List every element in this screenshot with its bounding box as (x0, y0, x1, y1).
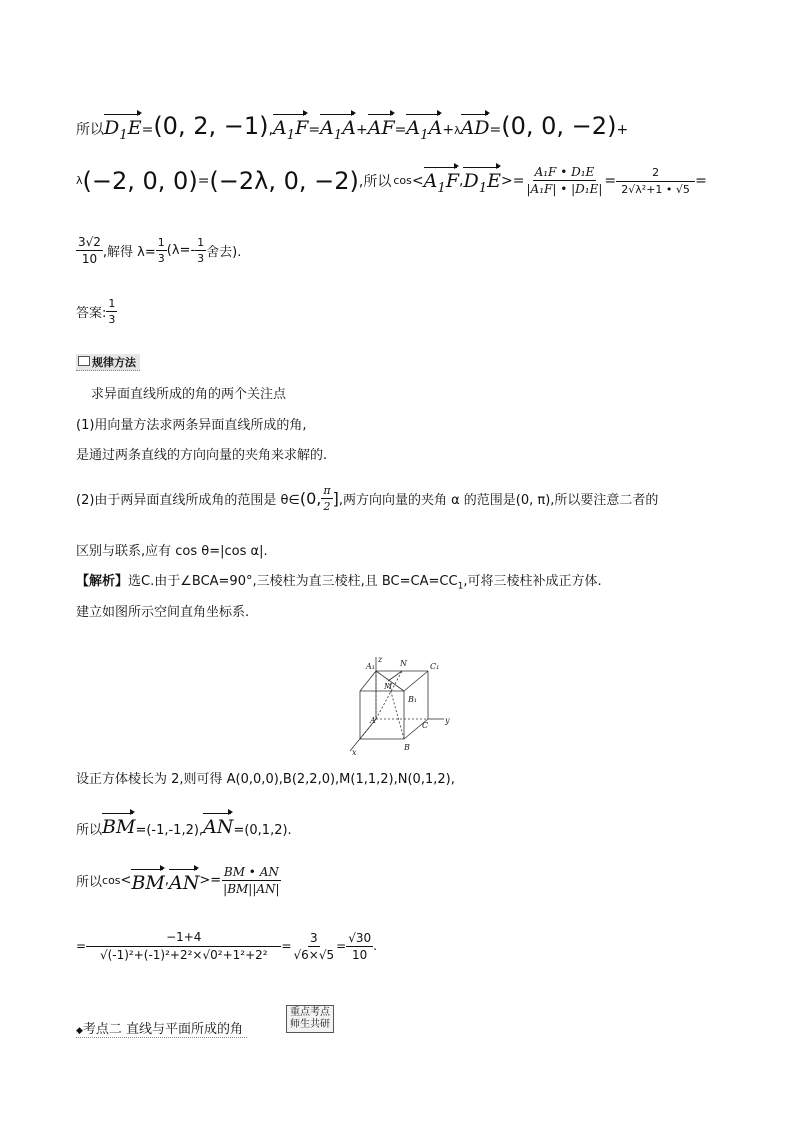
final-fraction-2: $\frac{3}{√6\times√5}$ (293, 930, 335, 962)
fig-label-m: M (384, 682, 393, 691)
fig-label-y: y (445, 716, 450, 725)
formula-line-1: 所以$D_1E=(0$, 2, $-1),A_1F=A_1A+AF=A_1A+\lambda AD=(0$, 0, −2)+ (76, 112, 629, 143)
fig-label-a1: A₁ (366, 662, 375, 671)
formula-line-2: λ (−2, 0, 0) = (−2λ, 0, −2) ,所以 cos < $A_1F$ , $D_1E$ >= $\frac{\text{A₁F • D₁E}}{\text{|A₁F| • |D₁E|}}$ = $\frac{2}{\text{2√λ²+1 • √5}}$ = (76, 165, 707, 196)
section-tag: 重点考点 师生共研 (286, 1005, 334, 1033)
vector-a1f-cos: $A_1F$ (424, 166, 459, 196)
cos-fraction-1: $\frac{\text{A₁F • D₁E}}{\text{|A₁F| • |D₁E|}}$ (526, 165, 603, 196)
answer-fraction: $\frac{1}{3}$ (108, 297, 116, 326)
lambda-rejected: $\frac{1}{3}$ (197, 236, 205, 265)
formula-line-3: $\frac{3√2}{10}$ ,解得 λ= $\frac{1}{3}$ (λ=- $\frac{1}{3}$ 舍去). (78, 235, 242, 266)
method-title: 求异面直线所成的角的两个关注点 (91, 387, 287, 402)
vector-a1a-2: $A_1A$ (406, 113, 442, 143)
cos-fraction-2: $\frac{2}{\text{2√λ²+1 • √5}}$ (616, 166, 695, 196)
book-icon (78, 356, 90, 366)
cos-fraction-bm-an: $\frac{BM • AN}{|BM||AN|}$ (223, 865, 280, 896)
solution-line-5: 所以 cos < BM , AN >= $\frac{BM • AN}{|BM||AN|}$ (76, 865, 280, 896)
vector-bm: BM (102, 812, 135, 838)
final-fraction-1: $\frac{-1+4}{\text{√(-1)²+(-1)²+2²×√0²+1²+2²}}$ (86, 930, 281, 962)
final-fraction-3: $\frac{√30}{10}$ (348, 930, 372, 962)
pi-over-2: $\frac{\pi}{2}$ (323, 484, 331, 513)
fig-label-n: N (400, 659, 407, 668)
vector-d1e: $D_1E$ (104, 113, 142, 143)
fig-label-z: z (378, 655, 383, 664)
solution-line-1: 【解析】选C.由于∠BCA=90°,三棱柱为直三棱柱,且 $BC=CA=CC_1$,可将三棱柱补成正方体. (76, 574, 602, 592)
vector-af: AF (368, 113, 395, 139)
vector-ad: AD (461, 113, 490, 139)
vector-an: AN (203, 812, 233, 838)
fig-label-b1: B₁ (408, 695, 418, 704)
result-fraction: $\frac{3√2}{10}$ (78, 235, 101, 266)
vector-an-cos: AN (169, 868, 199, 894)
method-point-1b: 是通过两条直线的方向向量的夹角来求解的. (76, 448, 328, 463)
fig-label-a: A (370, 716, 376, 725)
solution-line-2: 建立如图所示空间直角坐标系. (76, 605, 250, 620)
fig-label-b: B (404, 743, 410, 752)
method-badge: 规律方法 (76, 354, 140, 371)
cube-figure (346, 655, 452, 757)
method-point-2c: 区别与联系,应有 cos θ=|cos α|. (76, 544, 268, 559)
answer-line: 答案: $\frac{1}{3}$ (76, 297, 116, 326)
method-point-2a: (2)由于两异面直线所成角的范围是 θ∈ (0, $\frac{\pi}{2}$ ] ,两方向向量的夹角 α 的范围是(0, π),所以要注意二者的 (76, 484, 659, 513)
lambda-value: $\frac{1}{3}$ (157, 236, 165, 265)
section-heading: ◆考点二 直线与平面所成的角 (76, 1018, 247, 1038)
fig-label-c: C (422, 721, 429, 730)
vector-bm-cos: BM (131, 868, 164, 894)
vector-d1e-cos: $D_1E$ (463, 166, 501, 196)
vector-a1f: $A_1F$ (273, 113, 308, 143)
solution-line-6: = $\frac{-1+4}{\text{√(-1)²+(-1)²+2²×√0²+1²+2²}}$ = $\frac{3}{√6\times√5}$ = $\frac{√30}{10}$ . (76, 930, 377, 962)
method-point-1a: (1)用向量方法求两条异面直线所成的角, (76, 418, 307, 433)
vector-a1a: $A_1A$ (320, 113, 356, 143)
solution-line-3: 设正方体棱长为 2,则可得 A(0,0,0),B(2,2,0),M(1,1,2),N(0,1,2), (76, 772, 455, 787)
fig-label-c1: C₁ (430, 662, 440, 671)
solution-line-4: 所以 BM =(-1,-1,2), AN =(0,1,2). (76, 812, 292, 838)
diamond-icon: ◆ (76, 1026, 83, 1036)
fig-label-x: x (352, 748, 357, 757)
